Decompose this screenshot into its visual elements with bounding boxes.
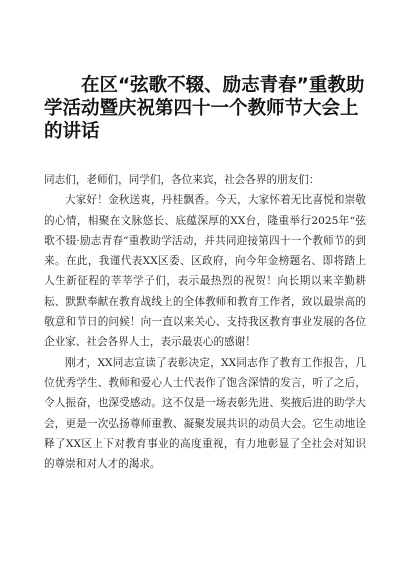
salutation: 同志们，老师们，同学们，各位来宾，社会各界的朋友们： xyxy=(44,174,320,186)
paragraph-2: 刚才，XX同志宣读了表彰决定，XX同志作了教育工作报告，几位优秀学生、教师和爱心人士代表作了饱含深情的发言，听了之后，令人振奋，也深受感动。这不仅是一场表彰先进、奖掖后进的助学大会，更是一次弘扬尊师重教、凝聚发展共识的动员大会。它生动地诠释了XX区上下对教育事业的高度重视，有力地彰显了全社会对知识的尊崇和对人才的渴求。 xyxy=(44,356,366,471)
document-title: 在区“弦歌不辍、励志青春”重教助学活动暨庆祝第四十一个教师节大会上的讲话 xyxy=(44,75,365,142)
document-body xyxy=(44,170,366,474)
paragraph-1: 大家好！金秋送爽，丹桂飘香。今天，大家怀着无比喜悦和崇敬的心情，相聚在文脉悠长、底蕴深厚的XX台，隆重举行2025年“弦歌不辍·励志青春”重教助学活动，并共同迎接第四十一个教师节的到来。在此，我谨代表XX区委、区政府，向今年金榜题名、即将踏上人生新征程的莘莘学子们，表示最热烈的祝贺！向长期以来辛勤耕耘、默默奉献在教育战线上的全体教师和教育工作者，致以最崇高的敬意和节日的问候！向一直以来关心、支持我区教育事业发展的各位企业家、社会各界人士，表示最衷心的感谢！ xyxy=(44,194,366,349)
